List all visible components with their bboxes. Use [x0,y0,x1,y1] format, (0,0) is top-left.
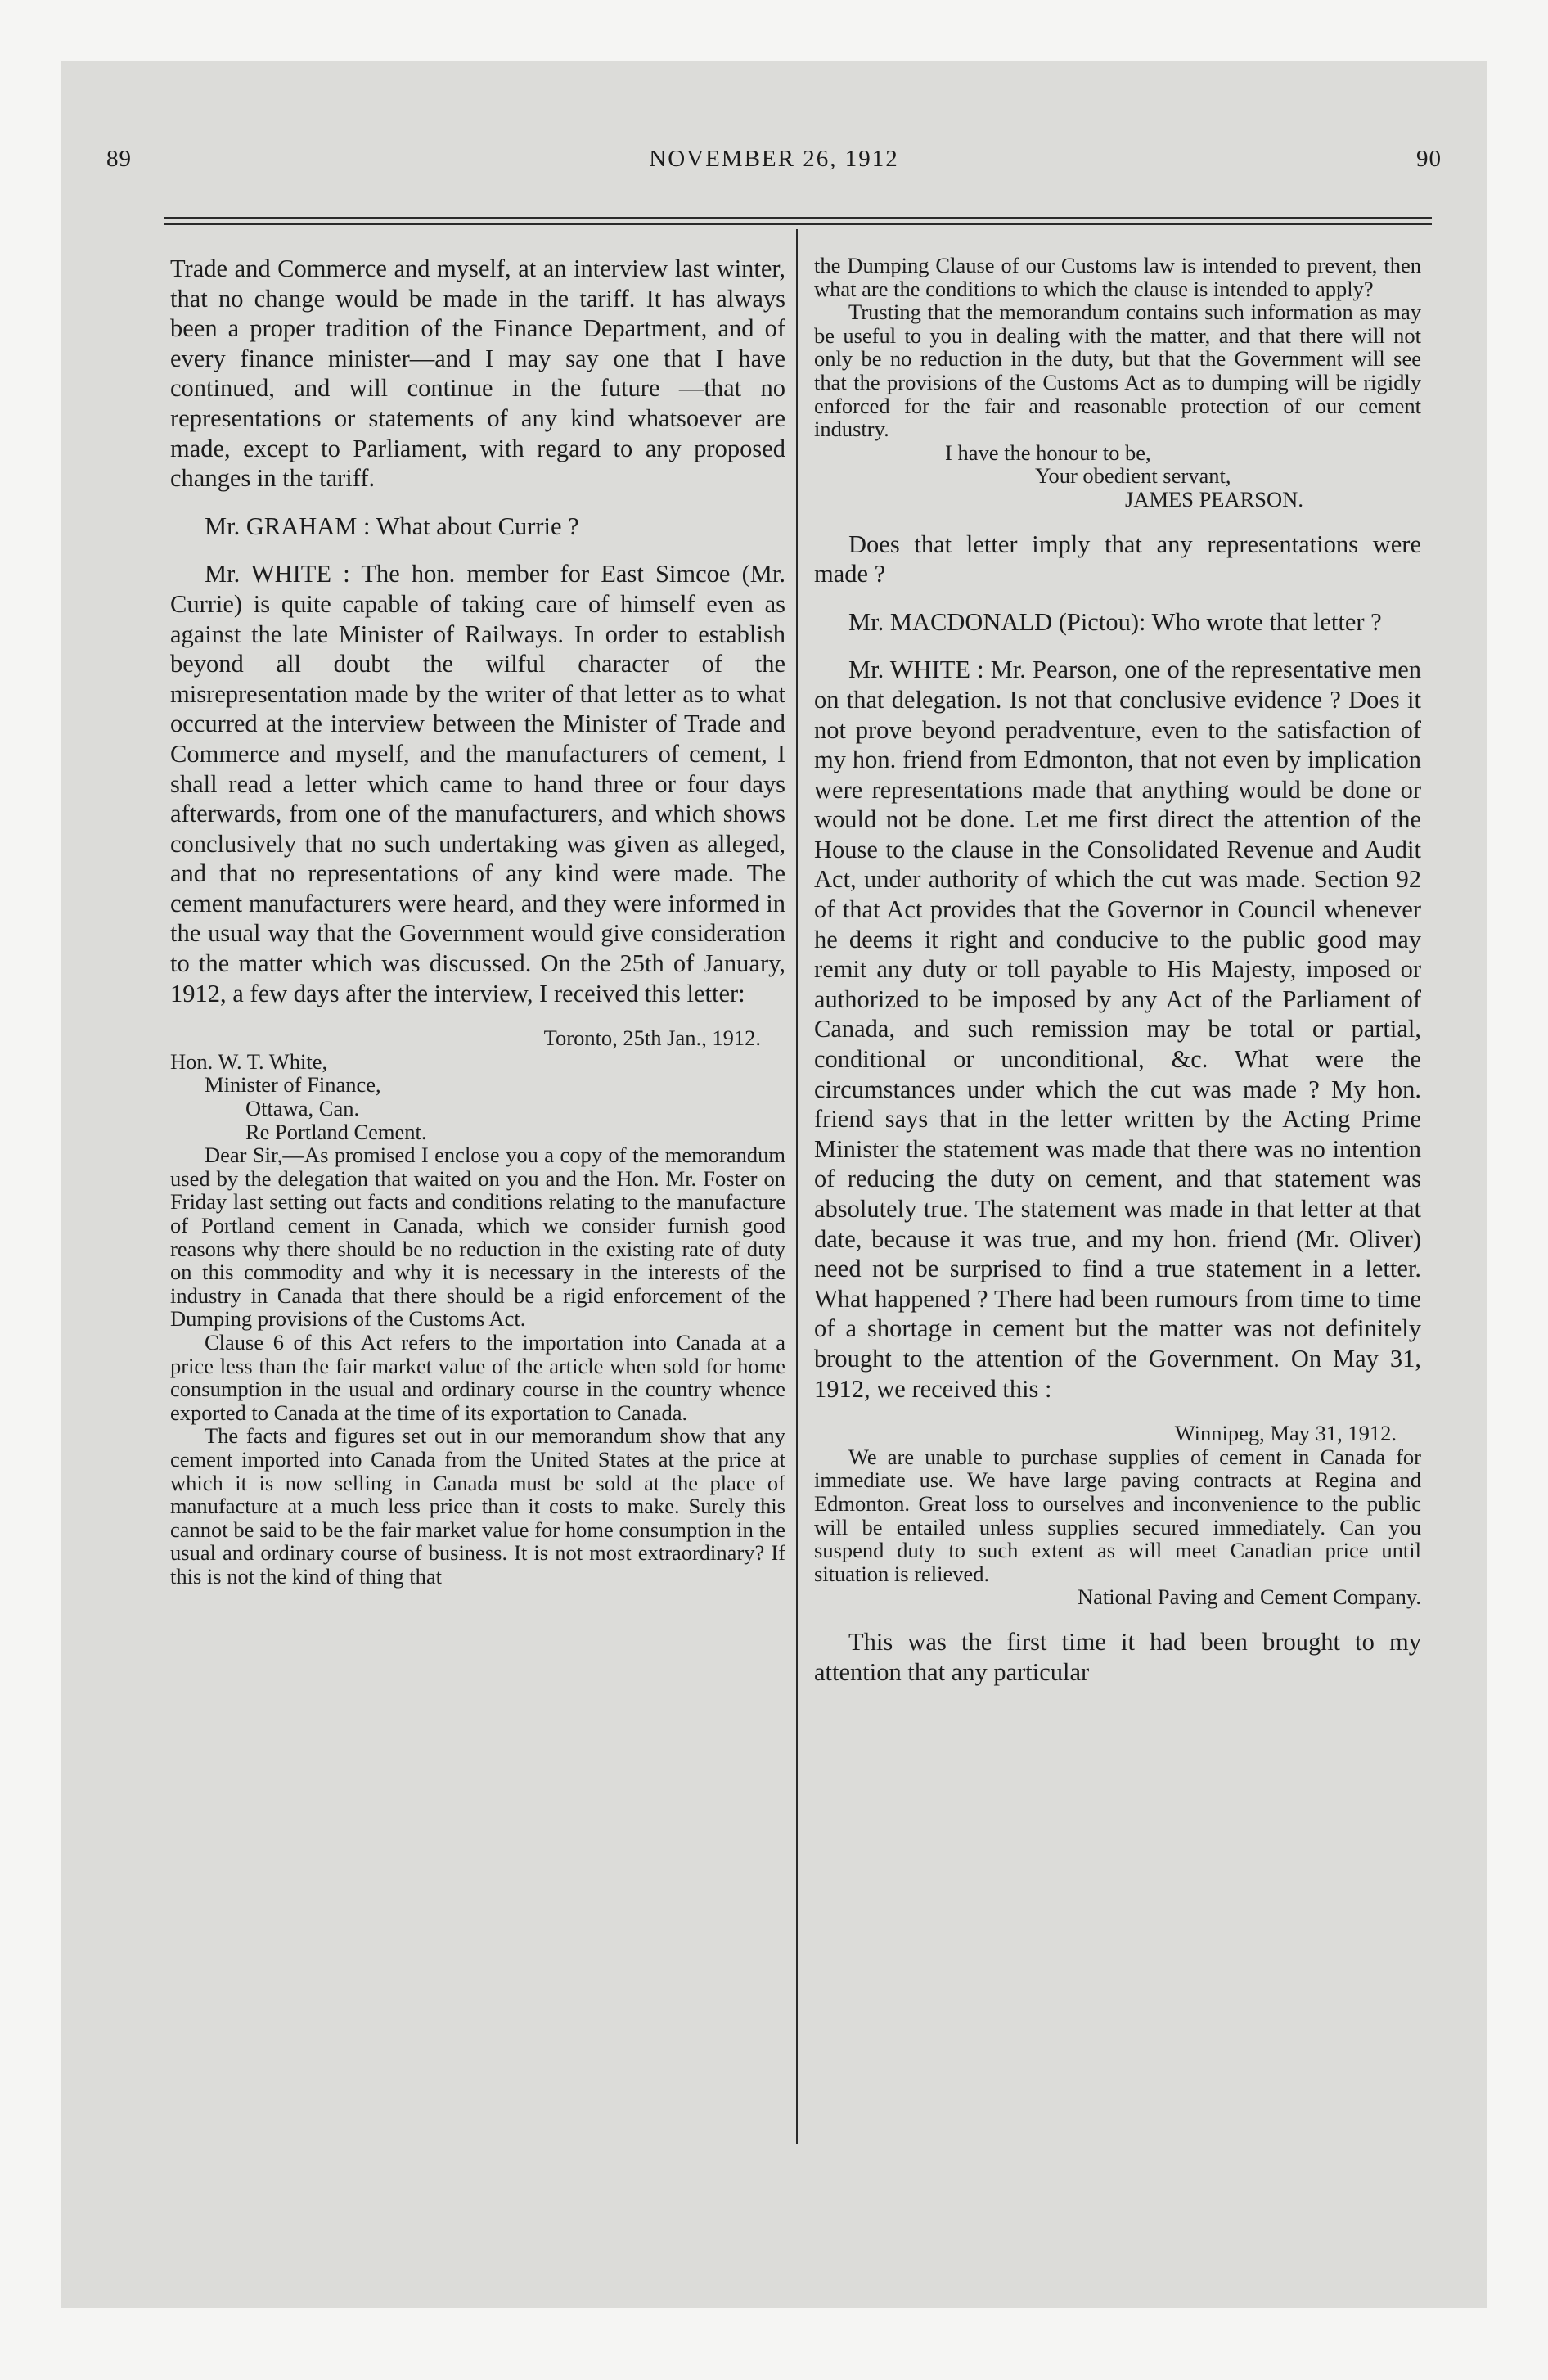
speaker-macdonald: Mr. MACDONALD (Pictou): Who wrote that letter ? [848,607,1382,636]
telegram-signature: National Paving and Cement Company. [1077,1584,1421,1610]
letter-date: Toronto, 25th Jan., 1912. [543,1025,761,1051]
page-header [106,146,1442,187]
letter-address-line: Hon. W. T. White, [170,1048,328,1074]
speaker-graham: Mr. GRAHAM : What about Currie ? [205,512,579,540]
left-column [170,254,785,2152]
telegram-body: We are unable to purchase supplies of cement in Canada for immediate use. We have large paving contracts at Regina and Edmonton. Great loss to ourselves and inconvenience to the public will be entailed unless supplies secured immediately. Can you suspend duty to such extent as will meet Canadian price until situation is relieved. [814,1444,1421,1586]
speaker-white: Mr. WHITE : Mr. Pearson, one of the representative men on that delegation. Is not that conclusive evidence ? Does it not prove beyond peradventure, even to the satisfaction of my hon. friend from Edmonton, that not even by implication were representations made that anything would be done or would not be done. Let me first direct the attention of the House to the clause in the Consolidated Revenue and Audit Act, under authority of which the cut was made. Section 92 of that Act provides that the Governor in Council whenever he deems it right and conducive to the public good may remit any duty or toll payable to His Majesty, imposed or authorized to be imposed by any Act of the Parliament of Canada, and such remission may be total or partial, conditional or unconditional, &c. What were the circumstances under which the cut was made ? My hon. friend says that in the letter written by the Acting Prime Minister the statement was made that there was no intention of reducing the duty on cement, and that statement was absolutely true. The statement was made in that letter at that date, because it was true, and my hon. friend (Mr. Oliver) need not be surprised to find a true statement in a letter. What happened ? There had been rumours from time to time of a shortage in cement but the matter was not definitely brought to the attention of the Government. On May 31, 1912, we received this : [814,656,1421,1403]
column-divider [796,229,798,2144]
left-page-number: 89 [106,146,132,172]
right-page-number: 90 [1416,146,1442,172]
right-column [814,254,1421,2152]
speaker-white: Mr. WHITE : The hon. member for East Simcoe (Mr. Currie) is quite capable of taking care of himself even as against the late Minister of Railways. In order to establish beyond all doubt the wilful character of the misrepresentation made by the writer of that letter as to what occurred at the interview between the Minister of Trade and Commerce and myself, and the manufacturers of cement, I shall read a letter which came to hand three or four days afterwards, from one of the manufacturers, and which shows conclusively that no such undertaking was given as alleged, and that no representations of any kind were made. The cement manufacturers were heard, and they were informed in the usual way that the Government would give consideration to the matter which was discussed. On the 25th of January, 1912, a few days after the interview, I received this letter: [170,560,785,1007]
letter-address-line: Minister of Finance, [205,1072,381,1098]
letter-paragraph: Dear Sir,—As promised I enclose you a copy of the memorandum used by the delegation that waited on you and the Hon. Mr. Foster on Friday last setting out facts and conditions relating to the manufacture of Portland cement in Canada, which we consider furnish good reasons why there should be no reduction in the existing rate of duty on this commodity and why it is necessary in the interests of the industry in Canada that there should be a rigid enforcement of the Dumping provisions of the Customs Act. [170,1143,785,1332]
letter-paragraph: The facts and figures set out in our memorandum show that any cement imported into Canada from the United States at the price at which it is now selling in Canada must be sold at the place of manufacture at a much less price than it costs to make. Surely this cannot be said to be the fair market value for home consumption in the usual and ordinary course of business. It is not most extraordinary? If this is not the kind of thing that [170,1423,785,1589]
header-rule-bottom [164,223,1432,225]
letter-subject: Re Portland Cement. [245,1119,427,1144]
letter-paragraph: the Dumping Clause of our Customs law is intended to prevent, then what are the conditions to which the clause is intended to apply? [814,254,1421,301]
letter-signature: JAMES PEARSON. [1125,486,1303,512]
letter-closing: I have the honour to be, [945,439,1151,465]
paragraph: Does that letter imply that any representations were made ? [814,530,1421,588]
letter-closing: Your obedient servant, [1035,463,1231,489]
paragraph: This was the first time it had been brought to my attention that any particular [814,1627,1421,1686]
letter-paragraph: Clause 6 of this Act refers to the importation into Canada at a price less than the fair market value of the article when sold for home consumption in the usual and ordinary course in the country whence exported to Canada at the time of its exportation to Canada. [170,1329,785,1425]
letter-address-line: Ottawa, Can. [245,1096,360,1121]
telegram-date: Winnipeg, May 31, 1912. [1174,1421,1397,1446]
letter-paragraph: Trusting that the memorandum contains such information as may be useful to you in dealing with the matter, and that there will not only be no reduction in the duty, but that the Government will see that the provisions of the Customs Act as to dumping will be rigidly enforced for the fair and reasonable protection of our cement industry. [814,300,1421,442]
header-date: NOVEMBER 26, 1912 [649,146,899,172]
header-rule-top [164,217,1432,219]
paragraph: Trade and Commerce and myself, at an interview last winter, that no change would be made in the tariff. It has always been a proper tradition of the Finance Department, and of every finance minister—and I may say one that I have continued, and will continue in the future —that no representations or statements of any kind whatsoever are made, except to Parliament, with regard to any proposed changes in the tariff. [170,255,785,493]
